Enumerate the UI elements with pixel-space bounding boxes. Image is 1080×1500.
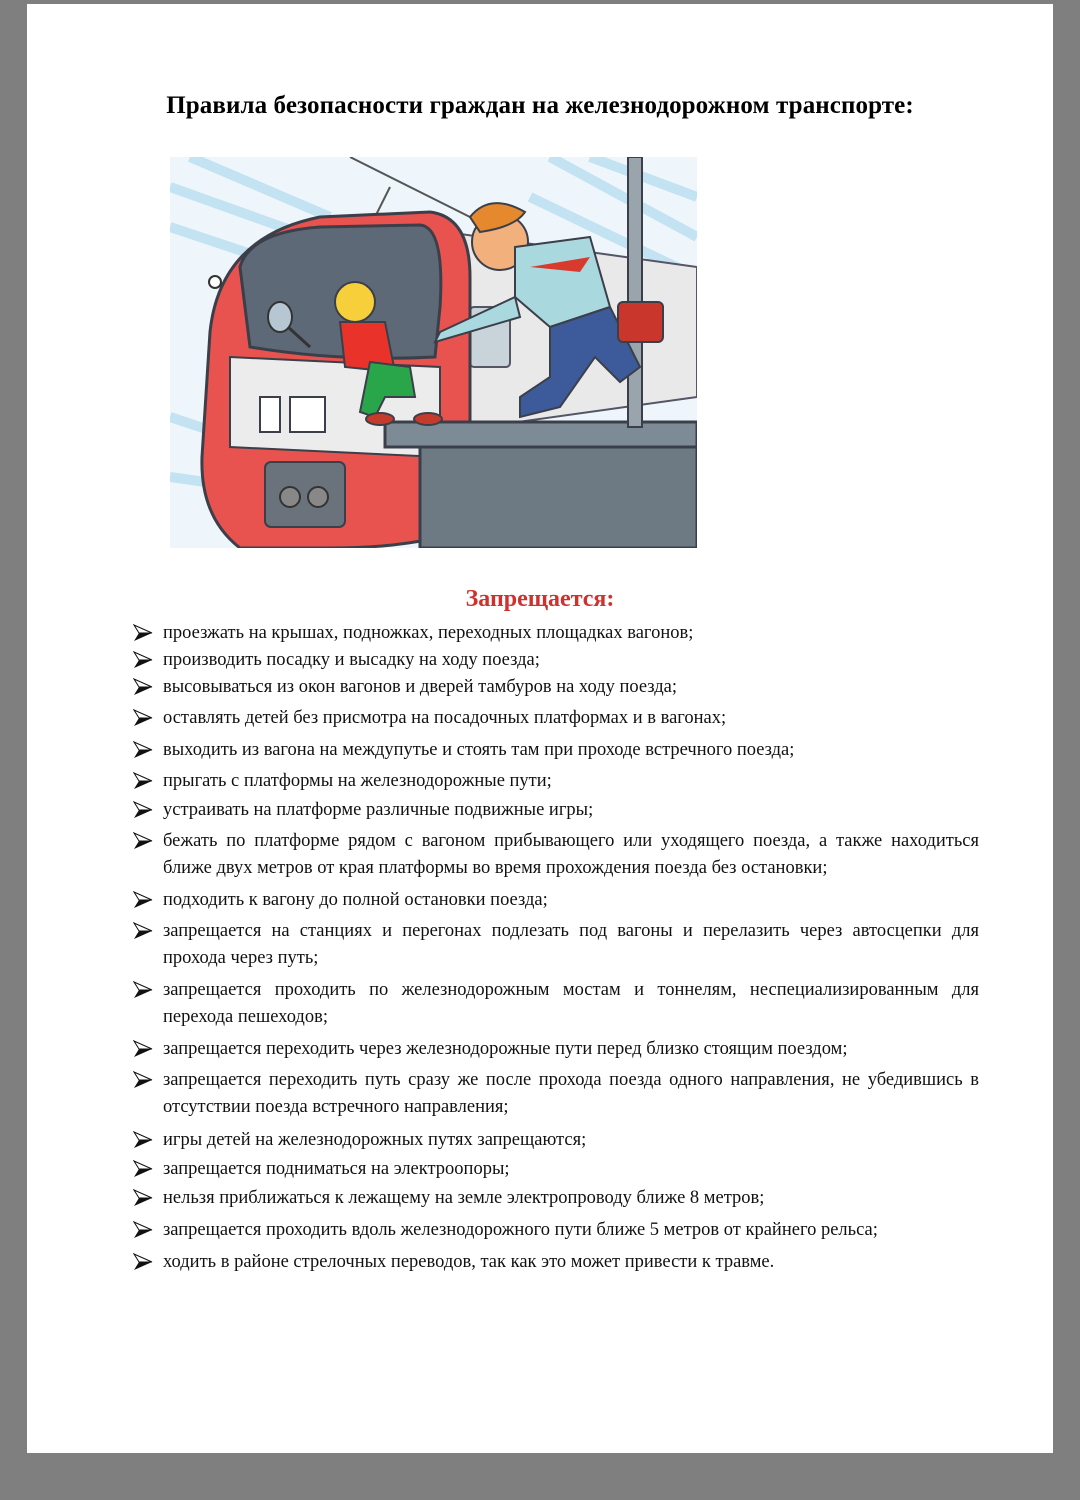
arrowhead-bullet-icon — [133, 1040, 153, 1058]
arrowhead-bullet-icon — [133, 709, 153, 727]
rule-item — [129, 918, 979, 972]
train-safety-illustration — [170, 157, 697, 548]
arrowhead-bullet-icon — [133, 1160, 153, 1178]
arrowhead-bullet-icon — [133, 678, 153, 696]
rule-item — [129, 887, 979, 914]
rule-item — [129, 737, 979, 764]
rule-item — [129, 768, 979, 795]
rule-text: ходить в районе стрелочных переводов, так как это может привести к травме. — [163, 1252, 775, 1272]
rule-text: игры детей на железнодорожных путях запрещаются; — [163, 1130, 587, 1150]
page-title: Правила безопасности граждан на железнодорожном транспорте: — [166, 92, 914, 119]
document-page — [27, 4, 1053, 1453]
arrowhead-bullet-icon — [133, 801, 153, 819]
prohibited-heading: Запрещается: — [465, 586, 615, 612]
arrowhead-bullet-icon — [133, 741, 153, 759]
rule-text: производить посадку и высадку на ходу поезда; — [163, 650, 540, 670]
rule-item — [129, 977, 979, 1031]
arrowhead-bullet-icon — [133, 1071, 153, 1089]
rule-text: выходить из вагона на междупутье и стоять там при проходе встречного поезда; — [163, 740, 795, 760]
rule-text: бежать по платформе рядом с вагоном прибывающего или уходящего поезда, а также находиться ближе двух метров от края платформы во время прохождения поезда без остановки; — [163, 831, 979, 878]
arrowhead-bullet-icon — [133, 651, 153, 669]
rule-text: подходить к вагону до полной остановки поезда; — [163, 890, 548, 910]
rule-text: запрещается на станциях и перегонах подлезать под вагоны и перелазить через автосцепки для прохода через путь; — [163, 921, 979, 968]
rule-item — [129, 828, 979, 882]
rule-item — [129, 647, 979, 674]
rule-text: запрещается проходить по железнодорожным мостам и тоннелям, неспециализированным для перехода пешеходов; — [163, 980, 979, 1027]
rule-item — [129, 1217, 979, 1244]
rule-text: устраивать на платформе различные подвижные игры; — [163, 800, 594, 820]
rule-item — [129, 1036, 979, 1063]
arrowhead-bullet-icon — [133, 1221, 153, 1239]
rule-text: проезжать на крышах, подножках, переходных площадках вагонов; — [163, 623, 694, 643]
rule-item — [129, 1067, 979, 1121]
rule-text: прыгать с платформы на железнодорожные пути; — [163, 771, 552, 791]
arrowhead-bullet-icon — [133, 922, 153, 940]
rule-text: нельзя приближаться к лежащему на земле электропроводу ближе 8 метров; — [163, 1188, 765, 1208]
rule-text: высовываться из окон вагонов и дверей тамбуров на ходу поезда; — [163, 677, 678, 697]
rule-item — [129, 1127, 979, 1154]
rule-item — [129, 620, 979, 647]
rule-item — [129, 674, 979, 701]
arrowhead-bullet-icon — [133, 832, 153, 850]
arrowhead-bullet-icon — [133, 891, 153, 909]
rule-item — [129, 797, 979, 824]
rule-text: запрещается переходить путь сразу же после прохода поезда одного направления, не убедившись в отсутствии поезда встречного направления; — [163, 1070, 979, 1117]
arrowhead-bullet-icon — [133, 624, 153, 642]
arrowhead-bullet-icon — [133, 1189, 153, 1207]
rule-text: оставлять детей без присмотра на посадочных платформах и в вагонах; — [163, 708, 727, 728]
arrowhead-bullet-icon — [133, 981, 153, 999]
rule-item — [129, 1156, 979, 1183]
prohibited-rules-list — [129, 620, 979, 1276]
rule-text: запрещается переходить через железнодорожные пути перед близко стоящим поездом; — [163, 1039, 848, 1059]
rule-item — [129, 705, 979, 732]
arrowhead-bullet-icon — [133, 772, 153, 790]
arrowhead-bullet-icon — [133, 1131, 153, 1149]
rule-item — [129, 1249, 979, 1276]
arrowhead-bullet-icon — [133, 1253, 153, 1271]
rule-item — [129, 1185, 979, 1212]
rule-text: запрещается подниматься на электроопоры; — [163, 1159, 510, 1179]
rule-text: запрещается проходить вдоль железнодорожного пути ближе 5 метров от крайнего рельса; — [163, 1220, 878, 1240]
